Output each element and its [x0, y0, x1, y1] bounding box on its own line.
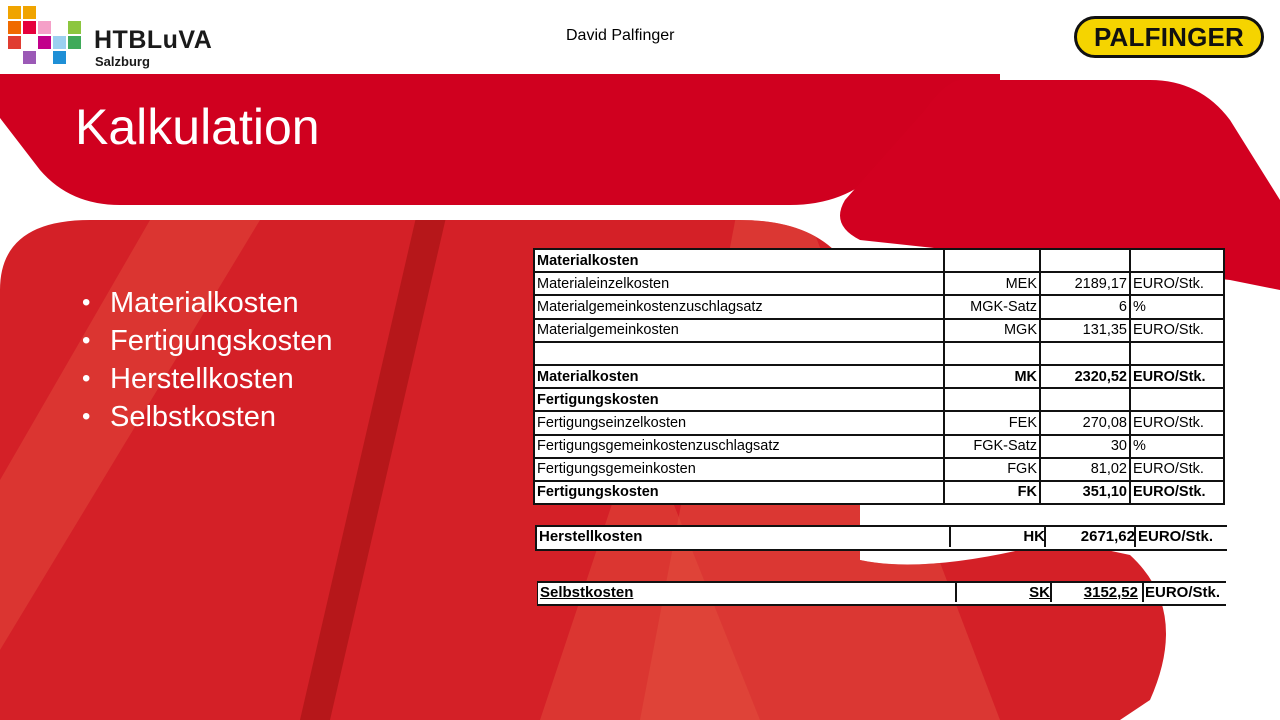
- herstellkosten-value: 2671,62: [1080, 528, 1135, 545]
- row-abbreviation: MK: [944, 365, 1040, 388]
- row-value: [1040, 342, 1130, 365]
- row-abbreviation: MGK: [944, 319, 1040, 342]
- row-abbreviation: FGK: [944, 458, 1040, 481]
- herstellkosten-unit: EURO/Stk.: [1138, 528, 1214, 545]
- row-abbreviation: [944, 342, 1040, 365]
- herstellkosten-row: [535, 525, 1227, 551]
- herstellkosten-abbr: HK: [1023, 528, 1045, 545]
- table-row: [534, 342, 1224, 365]
- row-value: 6: [1040, 295, 1130, 318]
- row-unit: EURO/Stk.: [1130, 411, 1224, 434]
- row-label: Fertigungskosten: [534, 481, 944, 504]
- row-abbreviation: FK: [944, 481, 1040, 504]
- row-value: [1040, 249, 1130, 272]
- bullet-dot-icon: •: [82, 365, 91, 392]
- school-city: Salzburg: [95, 54, 150, 69]
- row-label: Materialkosten: [534, 365, 944, 388]
- selbstkosten-abbr: SK: [1029, 584, 1050, 601]
- row-value: 2189,17: [1040, 272, 1130, 295]
- table-row: [534, 435, 1224, 458]
- school-name: HTBLuVA: [94, 26, 213, 54]
- row-label: Materialgemeinkostenzuschlagsatz: [534, 295, 944, 318]
- row-label: Materialeinzelkosten: [534, 272, 944, 295]
- row-label: Fertigungseinzelkosten: [534, 411, 944, 434]
- author-name: David Palfinger: [566, 27, 675, 44]
- row-label: Materialgemeinkosten: [534, 319, 944, 342]
- bullet-item: • Materialkosten: [82, 284, 332, 322]
- row-abbreviation: MGK-Satz: [944, 295, 1040, 318]
- row-unit: EURO/Stk.: [1130, 272, 1224, 295]
- row-value: 270,08: [1040, 411, 1130, 434]
- bullet-dot-icon: •: [82, 289, 91, 316]
- row-value: 2320,52: [1040, 365, 1130, 388]
- table-row: [534, 319, 1224, 342]
- row-value: 81,02: [1040, 458, 1130, 481]
- row-abbreviation: [944, 388, 1040, 411]
- table-row: [534, 295, 1224, 318]
- row-abbreviation: [944, 249, 1040, 272]
- herstellkosten-label: Herstellkosten: [539, 528, 643, 545]
- row-abbreviation: MEK: [944, 272, 1040, 295]
- row-value: 30: [1040, 435, 1130, 458]
- bullet-item: • Fertigungskosten: [82, 322, 332, 360]
- row-unit: %: [1130, 435, 1224, 458]
- table-row: [534, 249, 1224, 272]
- table-row: [534, 388, 1224, 411]
- row-label: Fertigungsgemeinkosten: [534, 458, 944, 481]
- row-value: 351,10: [1040, 481, 1130, 504]
- bullet-dot-icon: •: [82, 327, 91, 354]
- row-abbreviation: FEK: [944, 411, 1040, 434]
- slide-title: Kalkulation: [75, 99, 320, 155]
- palfinger-logo: PALFINGER: [1074, 16, 1264, 58]
- row-abbreviation: FGK-Satz: [944, 435, 1040, 458]
- selbstkosten-label: Selbstkosten: [540, 584, 634, 601]
- row-unit: EURO/Stk.: [1130, 481, 1224, 504]
- cost-calculation-table: [533, 248, 1225, 505]
- bullet-dot-icon: •: [82, 403, 91, 430]
- row-label: [534, 342, 944, 365]
- row-unit: %: [1130, 295, 1224, 318]
- table-row: [534, 458, 1224, 481]
- slide-header: [0, 0, 1280, 74]
- bullet-item: • Herstellkosten: [82, 360, 332, 398]
- row-value: [1040, 388, 1130, 411]
- selbstkosten-value: 3152,52: [1083, 584, 1138, 601]
- table-row: [534, 365, 1224, 388]
- bullet-item: • Selbstkosten: [82, 398, 332, 436]
- row-unit: EURO/Stk.: [1130, 365, 1224, 388]
- row-label: Fertigungsgemeinkostenzuschlagsatz: [534, 435, 944, 458]
- row-unit: [1130, 388, 1224, 411]
- table-row: [534, 481, 1224, 504]
- row-unit: [1130, 342, 1224, 365]
- table-row: [534, 272, 1224, 295]
- bullet-list: [82, 284, 332, 436]
- table-row: [534, 411, 1224, 434]
- selbstkosten-unit: EURO/Stk.: [1145, 584, 1221, 601]
- row-label: Fertigungskosten: [534, 388, 944, 411]
- row-value: 131,35: [1040, 319, 1130, 342]
- row-unit: EURO/Stk.: [1130, 458, 1224, 481]
- row-unit: [1130, 249, 1224, 272]
- row-label: Materialkosten: [534, 249, 944, 272]
- selbstkosten-row: [537, 581, 1226, 606]
- row-unit: EURO/Stk.: [1130, 319, 1224, 342]
